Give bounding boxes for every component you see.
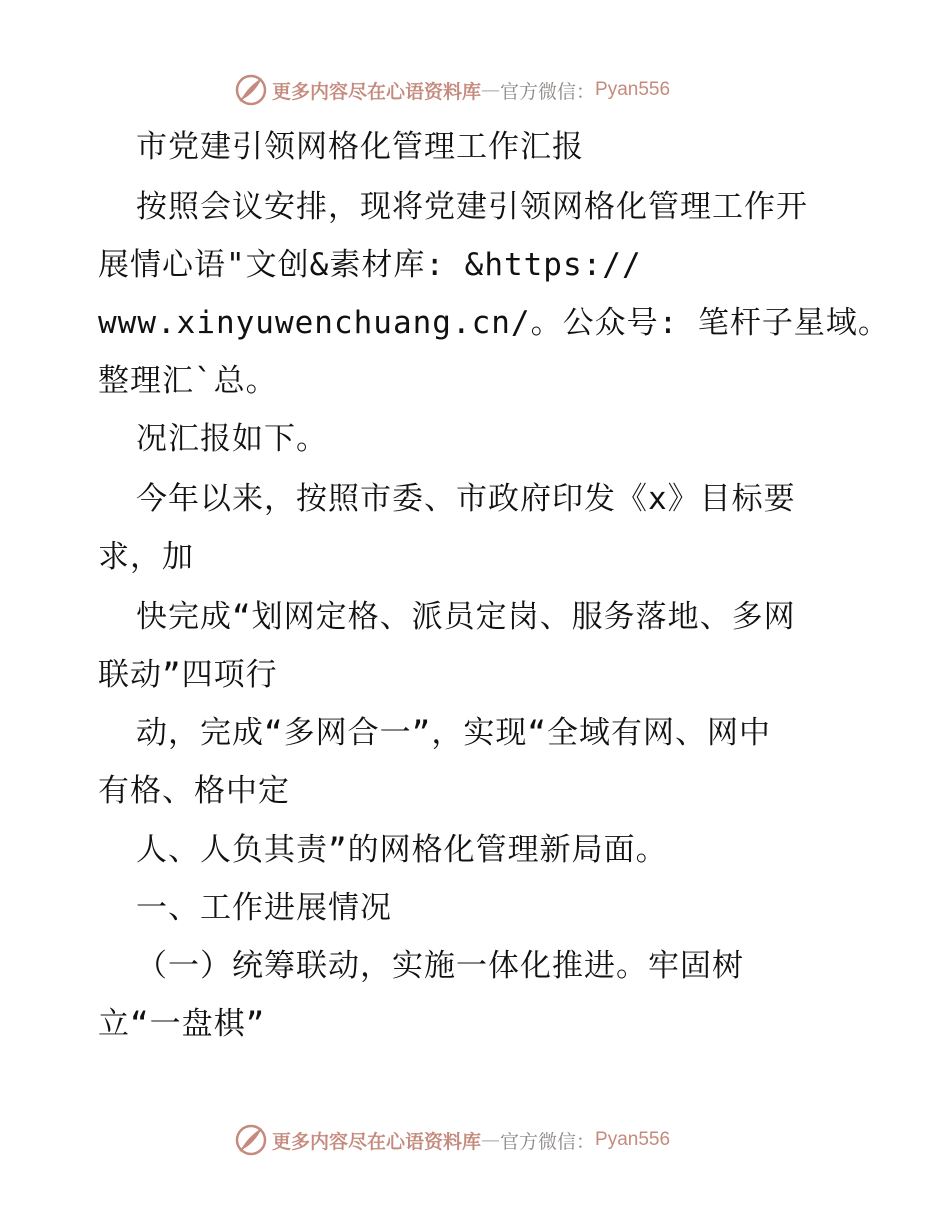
watermark-separator: — [481,79,501,101]
section-heading: 一、工作进展情况 [136,890,392,926]
document-title: 市党建引领网格化管理工作汇报 [136,129,584,165]
subsection-heading: （一）统筹联动，实施一体化推进。牢固树 [136,948,744,984]
paragraph-line: 展情心语"文创&素材库: &https:// [98,247,642,283]
paragraph-line: www.xinyuwenchuang.cn/。公众号: 笔杆子星域。 [98,305,890,341]
watermark-sub: 官方微信： [500,80,596,103]
paragraph-line: 整理汇`总。 [98,363,278,399]
paragraph-line: 按照会议安排，现将党建引领网格化管理工作开 [136,189,808,225]
quill-circle-logo-icon [234,1123,268,1157]
header-watermark [234,73,670,107]
watermark-id: Pyan556 [595,79,671,100]
quill-circle-logo-icon [234,73,268,107]
footer-watermark [234,1123,670,1157]
watermark-separator: — [481,1129,501,1151]
paragraph-line: 人、人负其责”的网格化管理新局面。 [136,832,668,868]
paragraph-line: 联动”四项行 [98,657,278,693]
paragraph-line: 立“一盘棋” [98,1006,266,1042]
paragraph-line: 今年以来，按照市委、市政府印发《x》目标要 [136,481,796,517]
paragraph-line: 有格、格中定 [98,773,290,809]
paragraph-line: 求，加 [98,539,194,575]
paragraph-line: 况汇报如下。 [136,421,328,457]
paragraph-line: 快完成“划网定格、派员定岗、服务落地、多网 [136,599,796,635]
watermark-sub: 官方微信： [500,1130,596,1153]
watermark-text: 更多内容尽在心语资料库 [272,1130,482,1153]
paragraph-line: 动，完成“多网合一”，实现“全域有网、网中 [136,715,771,751]
watermark-text: 更多内容尽在心语资料库 [272,80,482,103]
watermark-id: Pyan556 [595,1129,671,1150]
